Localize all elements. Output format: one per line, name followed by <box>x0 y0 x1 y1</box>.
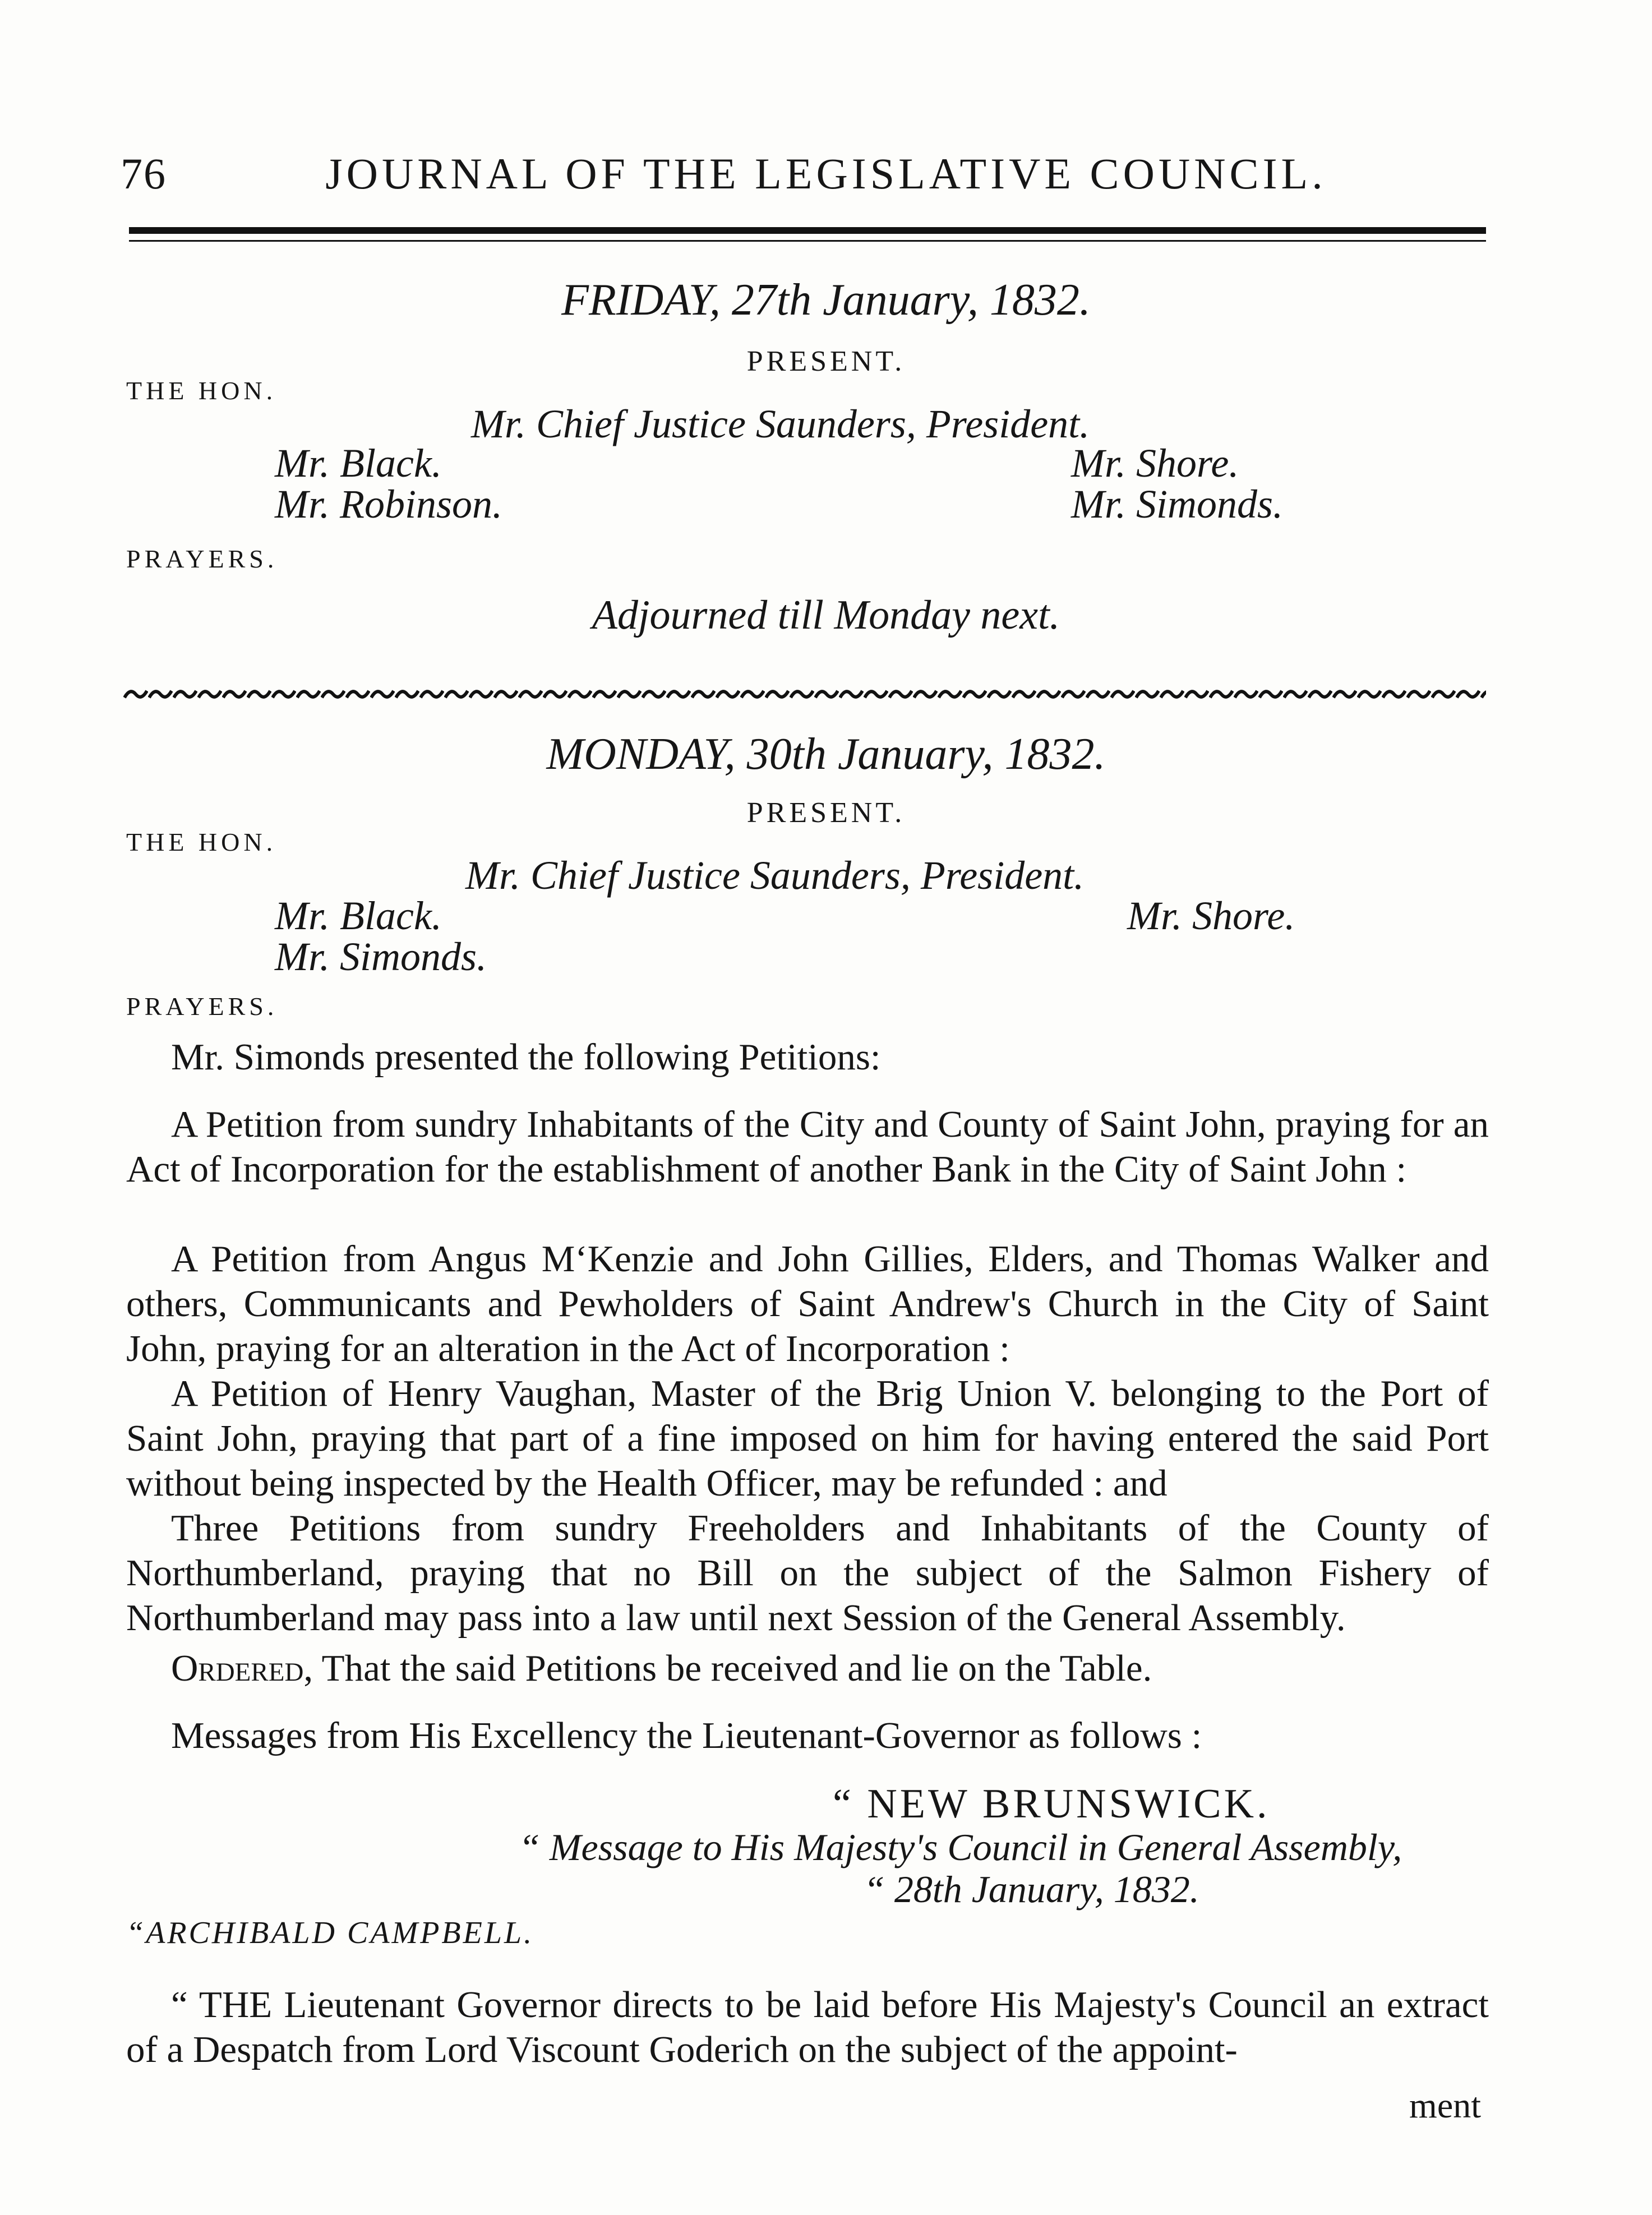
header-rule-thin <box>129 240 1486 242</box>
catchword: ment <box>1409 2085 1481 2125</box>
monday-prayers: PRAYERS. <box>126 992 278 1021</box>
friday-president: Mr. Chief Justice Saunders, President. <box>471 402 1090 446</box>
friday-the-hon: THE HON. <box>126 376 277 405</box>
monday-date: MONDAY, 30th January, 1832. <box>546 730 1106 779</box>
friday-present: PRESENT. <box>746 345 906 377</box>
message-body: “ THE Lieutenant Governor directs to be laid before His Majesty's Council an extract of a Despatch from Lord Viscount Goderich on the subject of the appoint- <box>126 1984 1489 2070</box>
friday-member-right-1: Mr. Shore. <box>1071 441 1239 486</box>
friday-member-left-1: Mr. Black. <box>275 441 442 486</box>
message-subheading: “ Message to His Majesty's Council in General Assembly, <box>519 1826 1402 1868</box>
friday-prayers: PRAYERS. <box>126 544 278 573</box>
header-rule-thick <box>129 227 1486 234</box>
running-title: JOURNAL OF THE LEGISLATIVE COUNCIL. <box>325 149 1327 198</box>
page-number: 76 <box>121 149 167 198</box>
monday-member-right-1: Mr. Shore. <box>1127 893 1295 938</box>
monday-president: Mr. Chief Justice Saunders, President. <box>465 853 1085 898</box>
ordered-word: Ordered, <box>171 1648 313 1689</box>
friday-adjourned: Adjourned till Monday next. <box>592 592 1060 638</box>
petitions-intro: Mr. Simonds presented the following Petitions: <box>171 1036 881 1078</box>
petition-2: A Petition from Angus M‘Kenzie and John Gillies, Elders, and Thomas Walker and others, Communicants and Pewholders of Saint Andrew's Church in the City of Saint John, praying for an alteration in the Act of Incorporation : <box>126 1238 1489 1369</box>
ordered-text: That the said Petitions be received and lie on the Table. <box>313 1648 1152 1689</box>
monday-the-hon: THE HON. <box>126 828 277 856</box>
friday-member-right-2: Mr. Simonds. <box>1071 482 1284 527</box>
friday-member-left-2: Mr. Robinson. <box>275 482 503 527</box>
monday-member-left-1: Mr. Black. <box>275 893 442 938</box>
petition-3: A Petition of Henry Vaughan, Master of the Brig Union V. belonging to the Port of Saint John, praying that part of a fine imposed on him for having entered the said Port without being inspected by the Health Officer, may be refunded : and <box>126 1373 1489 1504</box>
message-date: “ 28th January, 1832. <box>864 1868 1199 1911</box>
message-heading: “ NEW BRUNSWICK. <box>833 1781 1270 1827</box>
friday-date: FRIDAY, 27th January, 1832. <box>561 275 1091 325</box>
messages-intro: Messages from His Excellency the Lieutenant-Governor as follows : <box>171 1715 1202 1756</box>
petition-1: A Petition from sundry Inhabitants of the City and County of Saint John, praying for an Act of Incorporation for the establishment of another Bank in the City of Saint John : <box>126 1104 1489 1190</box>
monday-member-left-2: Mr. Simonds. <box>275 934 487 979</box>
wavy-separator <box>123 683 1486 705</box>
message-signature: “ARCHIBALD CAMPBELL. <box>126 1916 534 1950</box>
monday-present: PRESENT. <box>746 797 906 829</box>
ordered-paragraph <box>126 1646 1489 1691</box>
petition-4: Three Petitions from sundry Freeholders and Inhabitants of the County of Northumberland, praying that no Bill on the subject of the Salmon Fishery of Northumberland may pass into a law until next Session of the General Assembly. <box>126 1507 1489 1639</box>
